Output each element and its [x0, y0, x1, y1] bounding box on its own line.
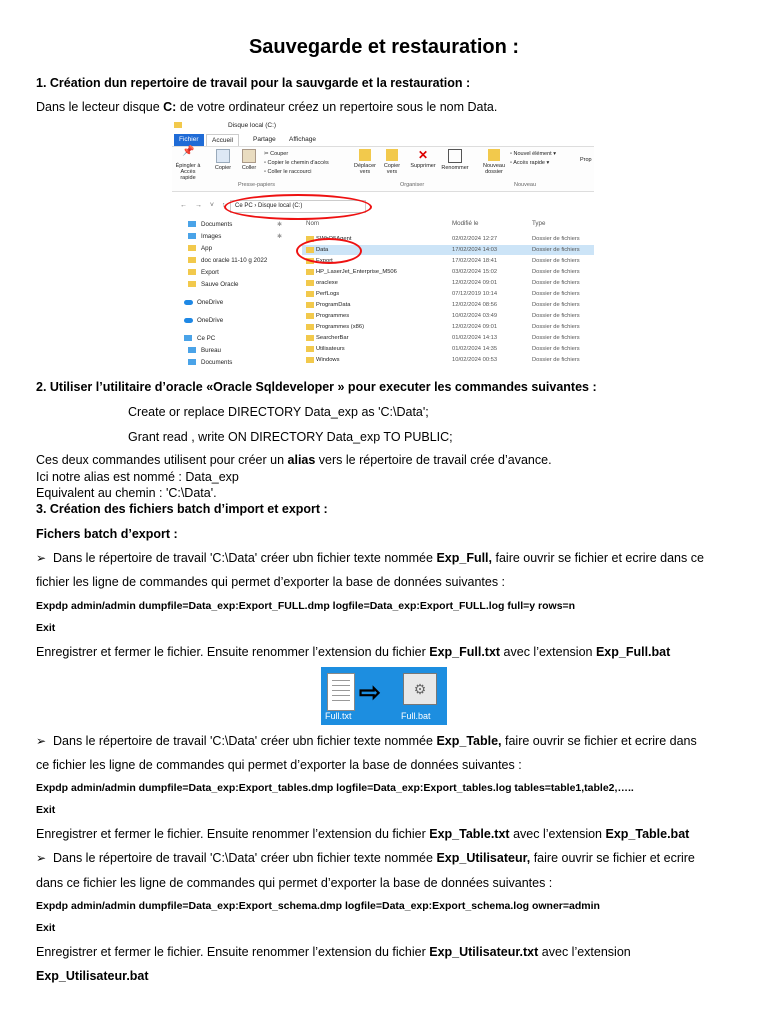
file-name: HP_LaserJet_Enterprise_M506: [316, 269, 397, 275]
file-date: 12/02/2024 09:01: [452, 280, 498, 286]
rename-icon: [448, 149, 462, 163]
sidebar-item-doc-oracle[interactable]: [188, 256, 267, 266]
exp-full-text-bold: Exp_Full,: [436, 551, 493, 565]
sidebar-item-images[interactable]: [188, 232, 221, 242]
file-date: 01/02/2024 14:13: [452, 335, 498, 341]
alias-text-b: vers le répertoire de travail crée d’avance.: [315, 453, 552, 467]
exp-full-save: [36, 645, 670, 659]
folder-icon: [306, 357, 314, 363]
file-type: Dossier de fichiers: [532, 236, 580, 242]
file-type: Dossier de fichiers: [532, 258, 580, 264]
exp-full-save-bold2: Exp_Full.bat: [595, 645, 671, 659]
sidebar-item-label: App: [201, 245, 213, 252]
new-folder-label: Nouveau dossier: [482, 163, 506, 175]
file-type: Dossier de fichiers: [532, 313, 580, 319]
file-type: Dossier de fichiers: [532, 335, 580, 341]
folder-icon: [188, 257, 196, 263]
section1-text-bold: C:: [163, 100, 177, 114]
sidebar-item-app[interactable]: [188, 244, 212, 254]
alias-name-line: Ici notre alias est nommé : Data_exp: [36, 470, 239, 484]
group-clipboard: Presse-papiers: [238, 182, 275, 188]
tab-fichier[interactable]: Fichier: [174, 134, 204, 146]
exp-full-instruction-1: [36, 551, 704, 565]
new-folder-button[interactable]: [480, 149, 508, 175]
copy-to-label: Copier vers: [383, 163, 401, 175]
cloud-icon: [184, 318, 193, 323]
file-name: ProgramData: [316, 302, 351, 308]
exp-user-instruction-2: dans ce fichier les ligne de commandes qui permet d’exporter la base de données suivantes :: [36, 876, 553, 890]
to-file-label: Full.bat: [401, 711, 431, 721]
documents-icon: [188, 221, 196, 227]
copy-label: Copier: [214, 165, 232, 171]
batch-file-gear-icon: ⚙: [403, 673, 437, 705]
folder-icon: [306, 313, 314, 319]
copy-icon: [216, 149, 230, 163]
folder-icon: [188, 269, 196, 275]
sidebar-item-label: Bureau: [201, 347, 221, 354]
exp-user-text-a: Dans le répertoire de travail 'C:\Data' créer ubn fichier texte nommée: [53, 851, 437, 865]
address-bar[interactable]: Ce PC › Disque local (C:): [230, 200, 366, 213]
exp-user-save-bold1: Exp_Utilisateur.txt: [429, 945, 539, 959]
bullet-arrow-icon: ➢: [36, 734, 47, 748]
tab-partage[interactable]: Partage: [253, 136, 276, 143]
exp-user-save-a: Enregistrer et fermer le fichier. Ensuite renommer l’extension du fichier: [36, 945, 430, 959]
sidebar-item-label: Documents: [201, 221, 233, 228]
bullet-arrow-icon: ➢: [36, 851, 47, 865]
exp-table-save: [36, 827, 689, 841]
sidebar-item-documents[interactable]: [188, 220, 232, 230]
explorer-window-title: Disque local (C:): [228, 122, 277, 129]
tab-accueil[interactable]: Accueil: [206, 134, 239, 147]
file-name: Windows: [316, 357, 340, 363]
paste-shortcut-label: Coller le raccourci: [267, 169, 312, 175]
exp-table-instruction-2: ce fichier les ligne de commandes qui permet d’exporter la base de données suivantes :: [36, 758, 522, 772]
file-date: 12/02/2024 08:56: [452, 302, 498, 308]
copy-button[interactable]: [212, 149, 234, 171]
file-type: Dossier de fichiers: [532, 291, 580, 297]
paste-shortcut-icon: ▫: [264, 169, 268, 175]
file-type: Dossier de fichiers: [532, 324, 580, 330]
pin-icon: ✱: [277, 222, 283, 228]
exp-full-save-bold1: Exp_Full.txt: [429, 645, 501, 659]
page-title: Sauvegarde et restauration :: [248, 36, 520, 58]
exp-table-save-a: Enregistrer et fermer le fichier. Ensuite renommer l’extension du fichier: [36, 827, 430, 841]
sidebar-item-sauve-oracle[interactable]: [188, 280, 239, 290]
sidebar-item-onedrive-2[interactable]: [184, 316, 223, 326]
easy-access-label: Accès rapide: [513, 160, 545, 166]
rename-extension-illustration: [321, 667, 447, 725]
file-name: Data: [316, 247, 329, 253]
exp-table-save-b: avec l’extension: [509, 827, 606, 841]
exp-table-text-b: faire ouvrir se fichier et ecrire dans: [501, 734, 697, 748]
file-row[interactable]: [302, 267, 594, 277]
sql-command-create: Create or replace DIRECTORY Data_exp as 'C:\Data';: [128, 405, 429, 419]
sidebar-item-ce-pc[interactable]: [184, 334, 215, 344]
section1-heading: 1. Création dun repertoire de travail pour la sauvgarde et la restauration :: [36, 76, 471, 90]
delete-label: Supprimer: [410, 163, 436, 169]
file-type: Dossier de fichiers: [532, 269, 580, 275]
file-date: 10/02/2024 00:53: [452, 357, 498, 363]
address-highlight-circle: [224, 194, 372, 220]
file-row[interactable]: [302, 333, 594, 343]
new-item-button[interactable]: ▫ Nouvel élément ▾: [510, 151, 556, 157]
exp-table-save-bold2: Exp_Table.bat: [605, 827, 690, 841]
sidebar-item-label: OneDrive: [197, 299, 224, 306]
exp-full-text-a: Dans le répertoire de travail 'C:\Data' créer ubn fichier texte nommée: [53, 551, 437, 565]
section3-heading: 3. Création des fichiers batch d’import et export :: [36, 502, 328, 516]
delete-icon: ✕: [417, 148, 429, 162]
alias-explanation: [36, 453, 552, 467]
navigation-arrows-icon[interactable]: ← → ˅ ↑: [180, 202, 229, 209]
sidebar-item-onedrive[interactable]: [184, 298, 223, 308]
cut-button[interactable]: [264, 151, 288, 157]
file-type: Dossier de fichiers: [532, 247, 580, 253]
file-row[interactable]: [302, 300, 594, 310]
exp-user-text-b: faire ouvrir se fichier et ecrire: [530, 851, 695, 865]
copy-to-button[interactable]: [380, 149, 404, 175]
text-file-icon: [327, 673, 355, 711]
file-row[interactable]: [302, 355, 594, 365]
exp-user-save-b: avec l’extension: [538, 945, 631, 959]
pin-label: Épingler à Accès rapide: [175, 163, 201, 181]
new-item-icon: ▫: [510, 151, 514, 157]
sql-command-grant: Grant read , write ON DIRECTORY Data_exp TO PUBLIC;: [128, 430, 453, 444]
exp-full-save-a: Enregistrer et fermer le fichier. Ensuite renommer l’extension du fichier: [36, 645, 430, 659]
copy-path-label: Copier le chemin d'accès: [267, 160, 329, 166]
exp-user-save-bold2: Exp_Utilisateur.bat: [36, 969, 149, 983]
file-name: Utilisateurs: [316, 346, 345, 352]
exp-user-command: Expdp admin/admin dumpfile=Data_exp:Export_schema.dmp logfile=Data_exp:Export_schema.log owner=admin: [36, 900, 600, 912]
explorer-titlebar: [172, 120, 594, 132]
from-file-label: Full.txt: [325, 711, 352, 721]
file-date: 12/02/2024 09:01: [452, 324, 498, 330]
file-date: 17/02/2024 14:03: [452, 247, 498, 253]
delete-button[interactable]: [408, 149, 438, 169]
exp-table-command: Expdp admin/admin dumpfile=Data_exp:Export_tables.dmp logfile=Data_exp:Export_tables.log tables=table1,table2,…..: [36, 782, 634, 794]
file-date: 07/12/2019 10:14: [452, 291, 498, 297]
exp-full-save-b: avec l’extension: [500, 645, 596, 659]
folder-icon: [306, 346, 314, 352]
folder-icon: [188, 245, 196, 251]
explorer-sidebar: [172, 218, 297, 370]
section1-text-b: de votre ordinateur créez un repertoire sous le nom Data.: [176, 100, 498, 114]
sidebar-item-label: OneDrive: [197, 317, 224, 324]
sidebar-item-label: doc oracle 11-10 g 2022: [201, 257, 268, 264]
exp-full-instruction-2: fichier les ligne de commandes qui permet d’exporter la base de données suivantes :: [36, 575, 506, 589]
folder-icon: [306, 335, 314, 341]
exp-full-text-b: faire ouvrir se fichier et ecrire dans ce: [492, 551, 704, 565]
file-name: oraclexe: [316, 280, 338, 286]
alias-text-a: Ces deux commandes utilisent pour créer un: [36, 453, 288, 467]
file-date: 17/02/2024 18:41: [452, 258, 498, 264]
bullet-arrow-icon: ➢: [36, 551, 47, 565]
cloud-icon: [184, 300, 193, 305]
exp-table-text-a: Dans le répertoire de travail 'C:\Data' créer ubn fichier texte nommée: [53, 734, 437, 748]
sidebar-item-label: Export: [201, 269, 219, 276]
sidebar-item-label: Documents: [201, 359, 233, 366]
new-item-label: Nouvel élément: [513, 151, 552, 157]
sidebar-item-label: Ce PC: [197, 335, 216, 342]
exp-table-instruction-1: [36, 734, 697, 748]
file-row[interactable]: [302, 322, 594, 332]
easy-access-icon: ▫: [510, 160, 514, 166]
exp-full-command: Expdp admin/admin dumpfile=Data_exp:Export_FULL.dmp logfile=Data_exp:Export_FULL.log full=y rows=n: [36, 600, 576, 612]
folder-icon: [306, 324, 314, 330]
alias-text-bold: alias: [287, 453, 316, 467]
easy-access-button[interactable]: ▫ Accès rapide ▾: [510, 160, 550, 166]
paste-shortcut-button[interactable]: [264, 169, 312, 175]
section2-heading: 2. Utiliser l’utilitaire d’oracle «Oracle Sqldeveloper » pour executer les commandes suivantes :: [36, 380, 597, 394]
desktop-icon: [188, 347, 196, 353]
paste-button[interactable]: [238, 149, 260, 171]
file-type: Dossier de fichiers: [532, 357, 580, 363]
folder-icon: [306, 269, 314, 275]
copy-to-icon: [386, 149, 398, 161]
sidebar-item-documents-2[interactable]: [188, 358, 232, 368]
exp-user-save: [36, 945, 631, 959]
file-type: Dossier de fichiers: [532, 346, 580, 352]
folder-icon: [306, 280, 314, 286]
file-name: SearcherBar: [316, 335, 349, 341]
exp-user-text-bold: Exp_Utilisateur,: [436, 851, 531, 865]
folder-icon: [306, 291, 314, 297]
column-header-modified[interactable]: Modifié le: [452, 220, 479, 227]
file-date: 02/02/2024 12:27: [452, 236, 498, 242]
file-name: Programmes: [316, 313, 350, 319]
cut-icon: ✂: [264, 151, 271, 157]
move-to-label: Déplacer vers: [353, 163, 376, 175]
section1-text: [36, 100, 497, 114]
cut-label: Couper: [270, 151, 289, 157]
rename-label: Renommer: [441, 165, 469, 171]
documents-icon: [188, 359, 196, 365]
copy-path-icon: ▫: [264, 160, 268, 166]
sidebar-item-export[interactable]: [188, 268, 219, 278]
properties-button[interactable]: [580, 157, 592, 163]
new-folder-icon: [488, 149, 500, 161]
file-row[interactable]: [302, 278, 594, 288]
file-type: Dossier de fichiers: [532, 302, 580, 308]
folder-icon: [306, 302, 314, 308]
computer-icon: [184, 335, 192, 341]
folder-icon: [174, 122, 182, 128]
tab-affichage[interactable]: Affichage: [289, 136, 316, 143]
folder-icon: [188, 281, 196, 287]
group-new: Nouveau: [514, 182, 537, 188]
file-type: Dossier de fichiers: [532, 280, 580, 286]
file-date: 10/02/2024 03:49: [452, 313, 498, 319]
file-name: PerfLogs: [316, 291, 340, 297]
file-date: 01/02/2024 14:35: [452, 346, 498, 352]
section3-subheading: Fichers batch d’export :: [36, 527, 178, 541]
arrow-right-icon: ⇨: [359, 677, 381, 707]
file-name: Export: [316, 258, 333, 264]
paste-label: Coller: [241, 165, 257, 171]
exp-table-text-bold: Exp_Table,: [436, 734, 502, 748]
file-row[interactable]: [302, 311, 594, 321]
explorer-ribbon: [172, 146, 594, 192]
group-organize: Organiser: [400, 182, 425, 188]
file-name: Programmes (x86): [316, 324, 364, 330]
exp-table-save-bold1: Exp_Table.txt: [429, 827, 510, 841]
column-header-type[interactable]: Type: [532, 220, 546, 227]
images-icon: [188, 233, 196, 239]
section1-text-a: Dans le lecteur disque: [36, 100, 164, 114]
pin-button[interactable]: [174, 146, 202, 181]
file-row[interactable]: [302, 344, 594, 354]
exp-table-exit: Exit: [36, 804, 56, 816]
move-to-icon: [359, 149, 371, 161]
column-header-name[interactable]: Nom: [306, 220, 320, 227]
properties-label: Prop: [580, 157, 592, 163]
pin-icon: ✱: [277, 234, 283, 240]
move-to-button[interactable]: [352, 149, 378, 175]
file-row[interactable]: [302, 289, 594, 299]
sidebar-item-bureau[interactable]: [188, 346, 221, 356]
sidebar-item-label: Sauve Oracle: [201, 281, 239, 288]
explorer-screenshot: [172, 120, 594, 370]
exp-full-exit: Exit: [36, 622, 56, 634]
pin-icon: 📌: [182, 146, 195, 157]
sidebar-item-label: Images: [201, 233, 222, 240]
explorer-ribbon-tabs: [172, 134, 594, 146]
paste-icon: [242, 149, 256, 163]
data-folder-highlight-circle: [296, 238, 362, 264]
alias-path-line: Equivalent au chemin : 'C:\Data'.: [36, 486, 217, 500]
file-name: SWbO5Agent: [316, 236, 352, 242]
exp-user-exit: Exit: [36, 922, 56, 934]
file-date: 03/02/2024 15:02: [452, 269, 498, 275]
rename-button[interactable]: [440, 149, 470, 171]
copy-path-button[interactable]: [264, 160, 329, 166]
exp-user-instruction-1: [36, 851, 695, 865]
